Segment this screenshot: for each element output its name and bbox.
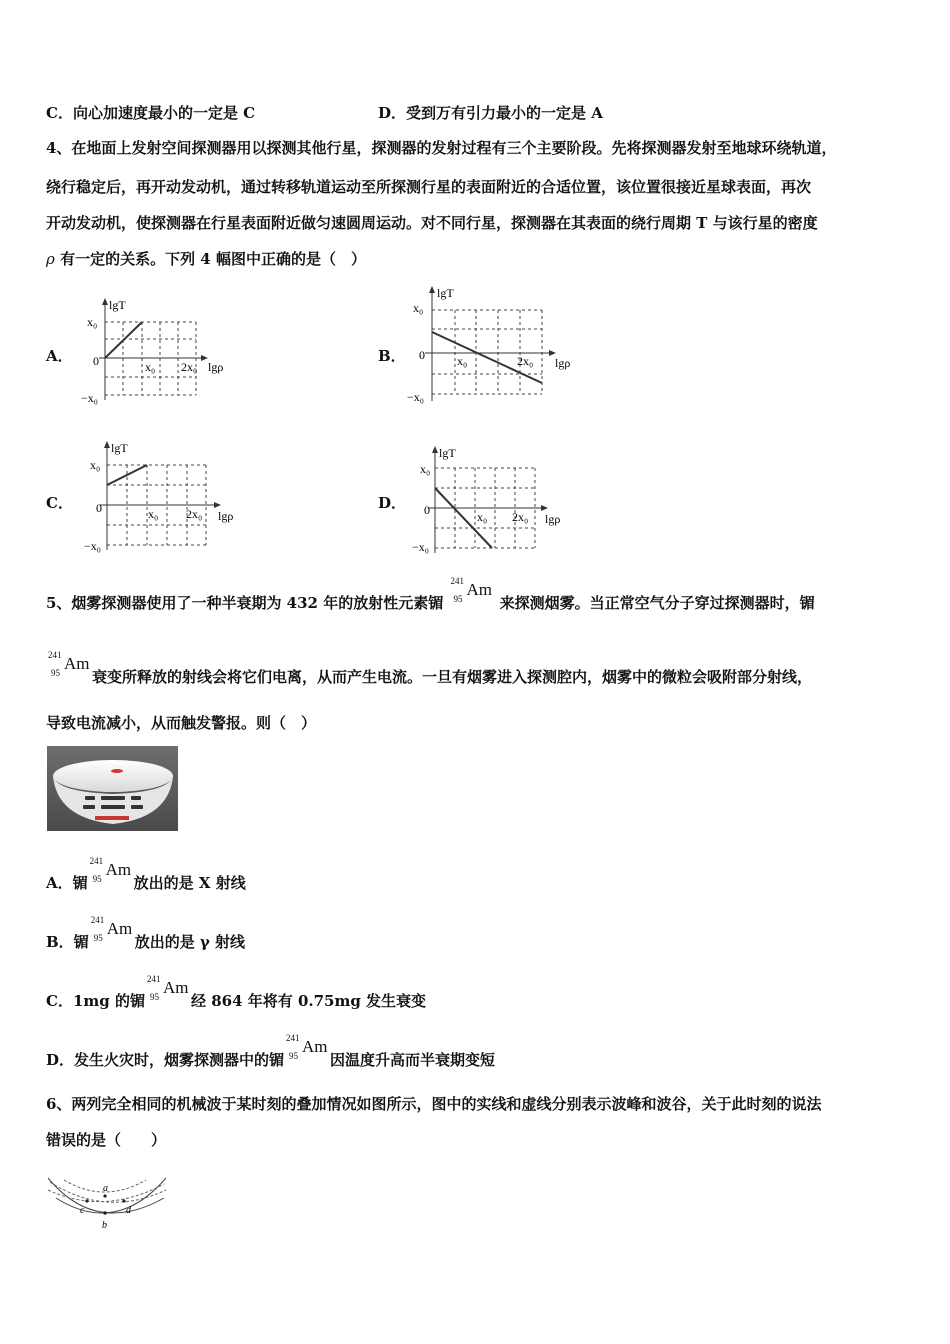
nuclide-mass: 241 (90, 915, 105, 925)
graph-b-x0: x₀ (413, 301, 424, 315)
nuclide-atomic: 95 (93, 933, 103, 943)
q5-line1a: 5、烟雾探测器使用了一种半衰期为 432 年的放射性元素镅 (46, 594, 444, 612)
graph-d-negx0: −x₀ (412, 540, 429, 554)
q4-line4 (46, 248, 366, 269)
nuclide-symbol: Am (162, 978, 189, 997)
q5-line1b: 来探测烟雾。当正常空气分子穿过探测器时，镅 (499, 594, 815, 612)
graph-d (410, 443, 580, 558)
option-d-prev: D．受到万有引力最小的一定是 A (378, 104, 603, 122)
graph-a (75, 295, 245, 410)
q6-line1: 6、两列完全相同的机械波于某时刻的叠加情况如图所示，图中的实线和虚线分别表示波峰和波谷，关于此时刻的说法 (46, 1095, 822, 1113)
graph-b-zero: 0 (419, 348, 425, 362)
nuclide-atomic: 95 (453, 594, 463, 604)
graph-b (405, 283, 590, 408)
graph-a-x0: x₀ (87, 315, 98, 329)
q4-line2: 绕行稳定后，再开动发动机，通过转移轨道运动至所探测行星的表面附近的合适位置，该位置很接近星球表面，再次 (46, 178, 812, 196)
graph-c-x0: x₀ (90, 458, 101, 472)
q5-line1 (46, 576, 815, 613)
graph-a-tick-x0: x₀ (145, 360, 156, 374)
nuclide-am241 (88, 856, 134, 888)
nuclide-mass: 241 (48, 650, 62, 660)
graph-c-xlabel: lgρ (218, 509, 234, 523)
wave-interference-diagram (46, 1176, 171, 1234)
graph-c-negx0: −x₀ (84, 539, 101, 553)
graph-a-tick-2x0: 2x₀ (181, 360, 198, 374)
nuclide-symbol: Am (105, 860, 132, 879)
graph-c-zero: 0 (96, 501, 102, 515)
graph-a-label: A． (46, 347, 73, 365)
nuclide-am241 (89, 915, 135, 947)
q5-option-d-post: 因温度升高而半衰期变短 (330, 1051, 496, 1069)
point-c-label: c (80, 1205, 85, 1216)
q5-option-b-pre: B．镅 (46, 933, 89, 951)
q5-option-a-post: 放出的是 X 射线 (133, 874, 246, 892)
point-a-label: a (103, 1183, 108, 1194)
nuclide-atomic: 95 (289, 1051, 299, 1061)
graph-c-ylabel: lgT (111, 441, 128, 455)
graph-b-label: B． (378, 347, 406, 365)
q5-option-d[interactable] (46, 1033, 496, 1070)
smoke-detector-photo (47, 746, 178, 831)
graph-d-tick-2x0: 2x₀ (512, 510, 529, 524)
q5-option-c-pre: C．1mg 的镅 (46, 992, 145, 1010)
nuclide-symbol: Am (302, 1037, 328, 1056)
nuclide-symbol: Am (64, 654, 90, 673)
graph-b-tick-2x0: 2x₀ (517, 354, 534, 368)
q4-line4-text: 有一定的关系。下列 4 幅图中正确的是（ ） (60, 250, 366, 268)
rho-symbol: ρ (46, 250, 55, 268)
nuclide-am241 (46, 650, 92, 682)
nuclide-mass: 241 (450, 576, 464, 586)
nuclide-atomic: 95 (92, 874, 102, 884)
nuclide-mass: 241 (286, 1033, 300, 1043)
q4-line1: 4、在地面上发射空间探测器用以探测其他行星，探测器的发射过程有三个主要阶段。先将探测器发射至地球环绕轨道， (46, 139, 837, 157)
graph-b-ylabel: lgT (437, 286, 454, 300)
nuclide-symbol: Am (106, 919, 133, 938)
q5-option-c[interactable] (46, 974, 427, 1011)
q5-option-c-post: 经 864 年将有 0.75mg 发生衰变 (190, 992, 427, 1010)
q5-line3: 导致电流减小，从而触发警报。则（ ） (46, 714, 317, 732)
graph-a-negx0: −x₀ (81, 391, 98, 405)
q5-option-b-post: 放出的是 γ 射线 (134, 933, 246, 951)
nuclide-mass: 241 (89, 856, 104, 866)
nuclide-symbol: Am (466, 580, 492, 599)
option-c-prev: C．向心加速度最小的一定是 C (46, 104, 256, 122)
q5-line2-text: 衰变所释放的射线会将它们电离，从而产生电流。一旦有烟雾进入探测腔内，烟雾中的微粒会吸附部分射线， (92, 668, 813, 686)
q5-option-d-pre: D．发生火灾时，烟雾探测器中的镅 (46, 1051, 285, 1069)
graph-b-negx0: −x₀ (407, 390, 424, 404)
q5-option-b[interactable] (46, 915, 246, 952)
graph-b-xlabel: lgρ (555, 356, 571, 370)
graph-c-tick-x0: x₀ (148, 507, 159, 521)
graph-d-x0: x₀ (420, 462, 431, 476)
nuclide-am241 (284, 1033, 330, 1065)
q5-line2 (46, 650, 813, 687)
q4-line3: 开动发动机，使探测器在行星表面附近做匀速圆周运动。对不同行星，探测器在其表面的绕行周期 T 与该行星的密度 (46, 214, 818, 232)
graph-a-xlabel: lgρ (208, 360, 224, 374)
graph-d-xlabel: lgρ (545, 512, 561, 526)
nuclide-atomic: 95 (149, 992, 159, 1002)
point-b-label: b (102, 1220, 107, 1231)
graph-d-label: D． (378, 494, 407, 512)
nuclide-am241 (448, 576, 494, 608)
graph-c (78, 438, 248, 553)
q5-option-a[interactable] (46, 856, 246, 893)
graph-d-tick-x0: x₀ (477, 510, 488, 524)
graph-a-ylabel: lgT (109, 298, 126, 312)
graph-d-ylabel: lgT (439, 446, 456, 460)
nuclide-mass: 241 (146, 974, 161, 984)
graph-b-tick-x0: x₀ (457, 354, 468, 368)
q6-line2: 错误的是（ ） (46, 1131, 167, 1149)
graph-d-zero: 0 (424, 503, 430, 517)
graph-a-zero: 0 (93, 354, 99, 368)
point-d-label: d (126, 1205, 131, 1216)
graph-c-label: C． (46, 494, 73, 512)
nuclide-am241 (145, 974, 191, 1006)
graph-c-tick-2x0: 2x₀ (186, 507, 203, 521)
nuclide-atomic: 95 (51, 668, 60, 678)
q5-option-a-pre: A．镅 (46, 874, 88, 892)
